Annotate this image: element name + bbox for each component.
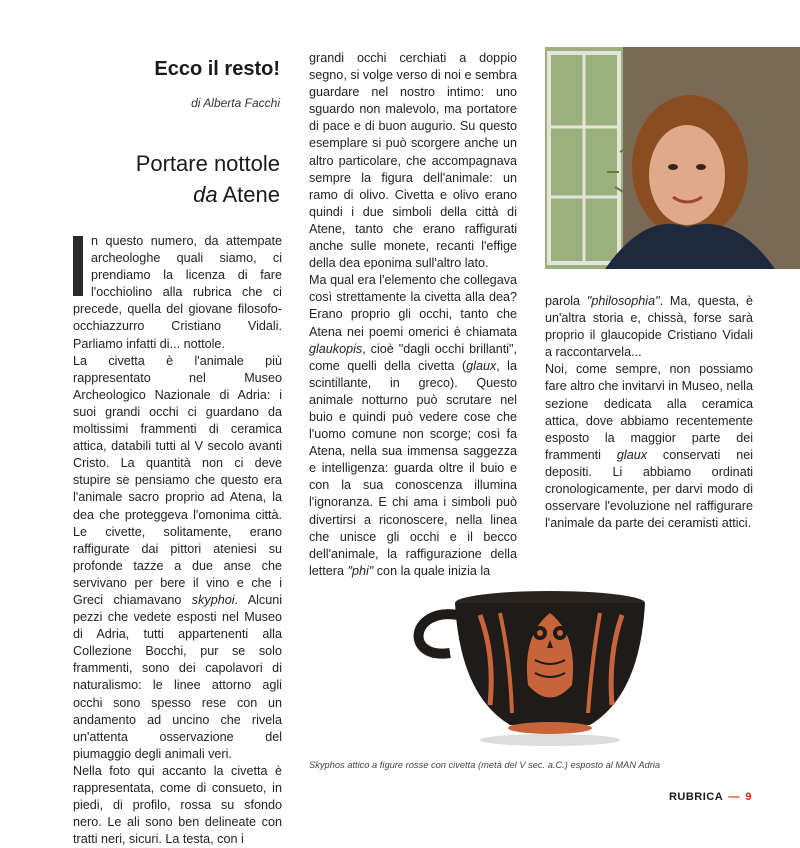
photo-caption: Skyphos attico a figure rosse con civetta (metà del V sec. a.C.) esposto al MAN Adria — [309, 760, 661, 770]
paragraph-text: Noi, come sempre, non possiamo fare altro che invitarvi in Museo, nella sezione dedicata alla ceramica attica, dove abbiamo recentemente esposto la maggior parte dei frammenti — [545, 362, 753, 462]
title-line-2 — [80, 179, 280, 210]
paragraph-text: , la scintillante, in greco). Questo animale notturno può scrutare nel buio e quindi può vedere cose che l'uomo comune non scorge; così fa Atena, nella sua immensa saggezza e intelligenza: guarda oltre il buio e con la sua conoscenza illumina l'ignoranza. E chi ama i simboli può divertirsi a riconoscere, nella linea che unisce gli occhi e il becco dell'animale, la raffigurazione della lettera — [309, 358, 517, 578]
title-italic-word: da — [193, 182, 218, 207]
paragraph — [545, 293, 753, 361]
page-number: 9 — [745, 791, 752, 803]
paragraph — [309, 50, 517, 272]
title-rest: Atene — [217, 182, 280, 207]
paragraph-text: con la quale inizia la — [373, 563, 491, 578]
section-label: RUBRICA — [668, 791, 723, 803]
paragraph-text: . Ma, questa, è un'altra storia e, chissà, forse sarà proprio il glaucopide Cristiano Vidali a raccontarvela... — [545, 294, 753, 360]
column-1 — [73, 233, 282, 848]
drop-cap — [73, 236, 83, 296]
title-line-1: Portare nottole — [135, 151, 280, 176]
kicker-title: Ecco il resto! — [154, 58, 280, 80]
column-3 — [545, 293, 753, 532]
paragraph — [309, 272, 517, 580]
italic-term: "phi" — [347, 563, 374, 578]
article-title — [80, 148, 280, 210]
paragraph-text: , cioè "dagli occhi brillanti", come quelli della civetta ( — [309, 341, 517, 373]
paragraph-text: Ma qual era l'elemento che collegava così strettamente la civetta alla dea? Erano proprio gli occhi, tanto che Atena nei poemi omerici è chiamata — [309, 273, 517, 339]
byline: di Alberta Facchi — [191, 96, 280, 110]
italic-term: glaukopis — [309, 341, 363, 356]
italic-term: glaux — [466, 358, 497, 373]
skyphos-photo — [400, 585, 655, 750]
paragraph-text: n questo numero, da attempate archeologhe quali siamo, ci prendiamo la licenza di fare l'occhiolino alla rubrica che ci precede, quella del giovane filosofo-occhiazzurro Cristiano Vidali. Parliamo infatti di... nottole. — [73, 234, 282, 351]
skyphos-image — [400, 585, 655, 750]
paragraph-text: grandi occhi cerchiati a doppio segno, si volge verso di noi e sembra guardare nel nostro intimo: uno sguardo non malevolo, ma portatore di pace e di buon augurio. Su questo esemplare si può scorgere anche un altro particolare, che accompagnava sempre la figura dell'animale: un ramo di olivo. Civetta e olivo erano quindi i due simboli della città di Atene, tanto che erano raffigurati anche sulle monete, recanti l'effige della dea eponima sull'altro lato. — [309, 51, 517, 271]
author-portrait-image — [545, 47, 800, 269]
paragraph-text: . Alcuni pezzi che vedete esposti nel Museo di Adria, tutti appartenenti alla Collezione Bocchi, pur se solo frammenti, sono dei capolavori di naturalismo: le linee attorno agli occhi sono spesso rese con un andamento ad uncino che rivela un'attenta osservazione del piumaggio degli animali veri. — [73, 592, 282, 761]
paragraph-text: La civetta è l'animale più rappresentato nel Museo Archeologico Nazionale di Adria: i suoi grandi occhi ci guardano da moltissimi frammenti di ceramica attica, databili tutti al V secolo avanti Cristo. La quantità non ci deve stupire se pensiamo che questo era l'animale sacro proprio ad Atena, la dea che proteggeva l'omonima città. Le civette, solitamente, erano raffigurate dai pittori ateniesi su profonde tazze a due anse che servivano per bere il vino e che i Greci chiamavano — [73, 353, 282, 607]
paragraph — [73, 353, 282, 763]
page-folio — [669, 791, 752, 803]
column-2 — [309, 50, 517, 580]
paragraph — [545, 361, 753, 532]
italic-term: "philosophia" — [586, 294, 660, 308]
paragraph-text: parola — [545, 294, 581, 308]
paragraph-text: conservati nei depositi. Li abbiamo ordinati cronologicamente, per darvi modo di osservare l'evoluzione nel raffigurare l'animale da parte dei ceramisti attici. — [545, 447, 754, 531]
folio-dash: — — [728, 791, 740, 803]
paragraph — [73, 763, 282, 848]
italic-term: glaux — [616, 447, 647, 462]
italic-term: skyphoi — [191, 592, 235, 607]
author-photo — [545, 47, 800, 269]
paragraph — [73, 233, 282, 353]
paragraph-text: Nella foto qui accanto la civetta è rappresentata, come di consueto, in piedi, di profilo, rossa su sfondo nero. Le ali sono ben delineate con tratti neri, sicuri. La testa, con i — [73, 763, 282, 847]
